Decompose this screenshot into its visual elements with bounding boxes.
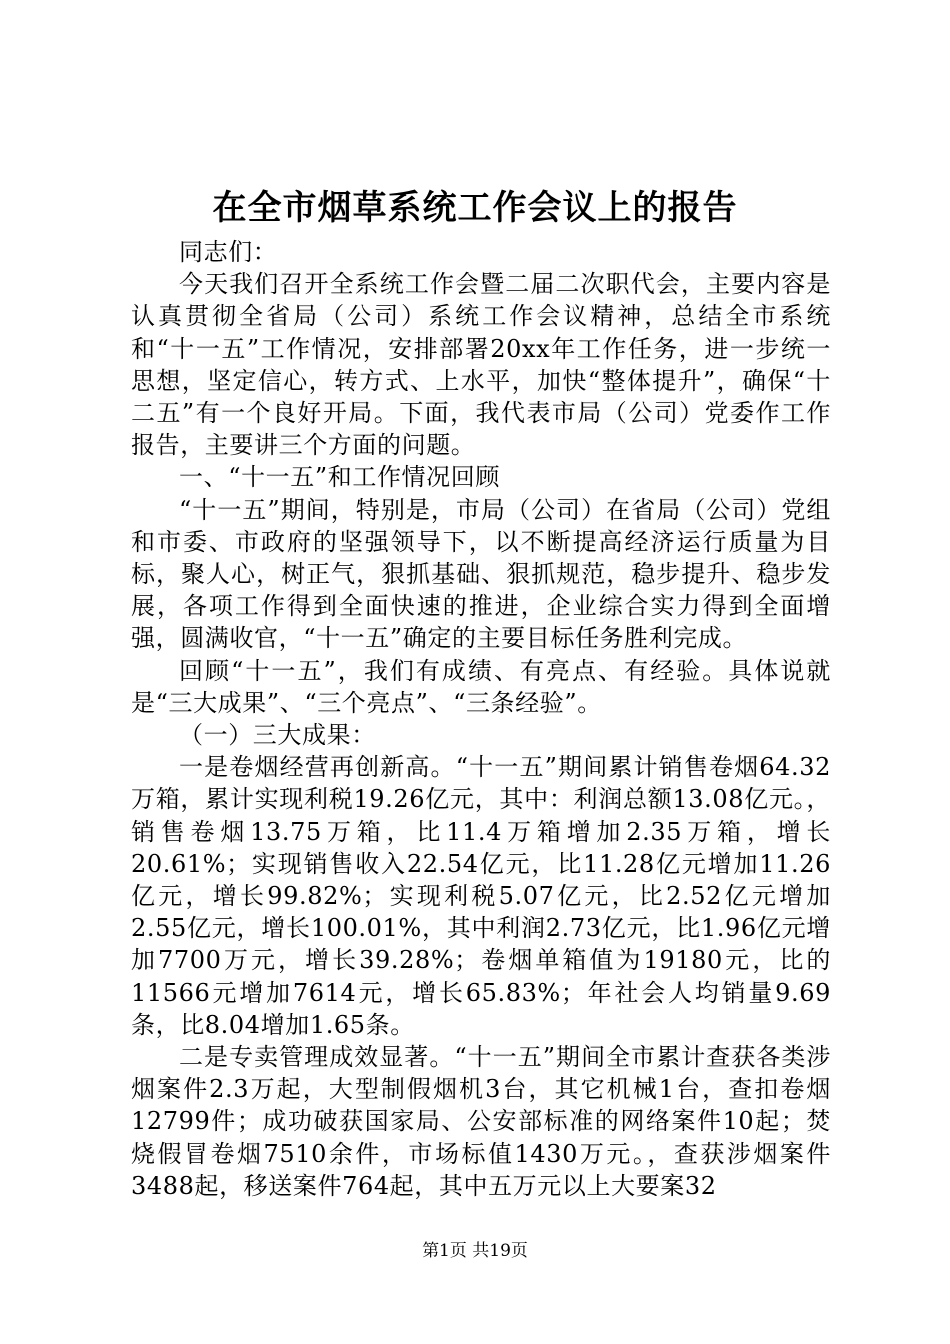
salutation: 同志们： [179, 238, 278, 266]
paragraph-achievement-1: 一是卷烟经营再创新高。“十一五”期间累计销售卷烟64.32万箱，累计实现利税19.26亿元，其中：利润总额13.08亿元。，销售卷烟13.75万箱，比11.4万箱增加2.35万箱，增长20.61%；实现销售收入22.54亿元，比11.28亿元增加11.26亿元，增长99.82%；实现利税5.07亿元，比2.52亿元增加2.55亿元，增长100.01%，其中利润2.73亿元，比1.96亿元增加7700万元，增长39.28%；卷烟单箱值为19180元，比的11566元增加7614元，增长65.83%；年社会人均销量9.69条，比8.04增加1.65条。 [131, 753, 831, 1039]
document-body [131, 236, 831, 1202]
paragraph-review: “十一五”期间，特别是，市局（公司）在省局（公司）党组和市委、市政府的坚强领导下，以不断提高经济运行质量为目标，聚人心，树正气，狠抓基础、狠抓规范，稳步提升、稳步发展，各项工作得到全面快速的推进，企业综合实力得到全面增强，圆满收官，“十一五”确定的主要目标任务胜利完成。 [131, 495, 831, 653]
paragraph-summary: 回顾“十一五”，我们有成绩、有亮点、有经验。具体说就是“三大成果”、“三个亮点”、“三条经验”。 [131, 656, 831, 717]
section-heading: 一、“十一五”和工作情况回顾 [179, 463, 500, 492]
paragraph-intro: 今天我们召开全系统工作会暨二届二次职代会，主要内容是认真贯彻全省局（公司）系统工作会议精神，总结全市系统和“十一五”工作情况，安排部署20xx年工作任务，进一步统一思想，坚定信心，转方式、上水平，加快“整体提升”，确保“十二五”有一个良好开局。下面，我代表市局（公司）党委作工作报告，主要讲三个方面的问题。 [131, 270, 831, 460]
subsection-heading: （一）三大成果： [179, 721, 376, 750]
paragraph-achievement-2: 二是专卖管理成效显著。“十一五”期间全市累计查获各类涉烟案件2.3万起，大型制假烟机3台，其它机械1台，查扣卷烟12799件；成功破获国家局、公安部标准的网络案件10起；焚烧假冒卷烟7510余件，市场标值1430万元。，查获涉烟案件3488起，移送案件764起，其中五万元以上大要案32 [131, 1043, 831, 1200]
page-number: 第1页 共19页 [422, 1241, 528, 1261]
document-title: 在全市烟草系统工作会议上的报告 [212, 188, 738, 228]
